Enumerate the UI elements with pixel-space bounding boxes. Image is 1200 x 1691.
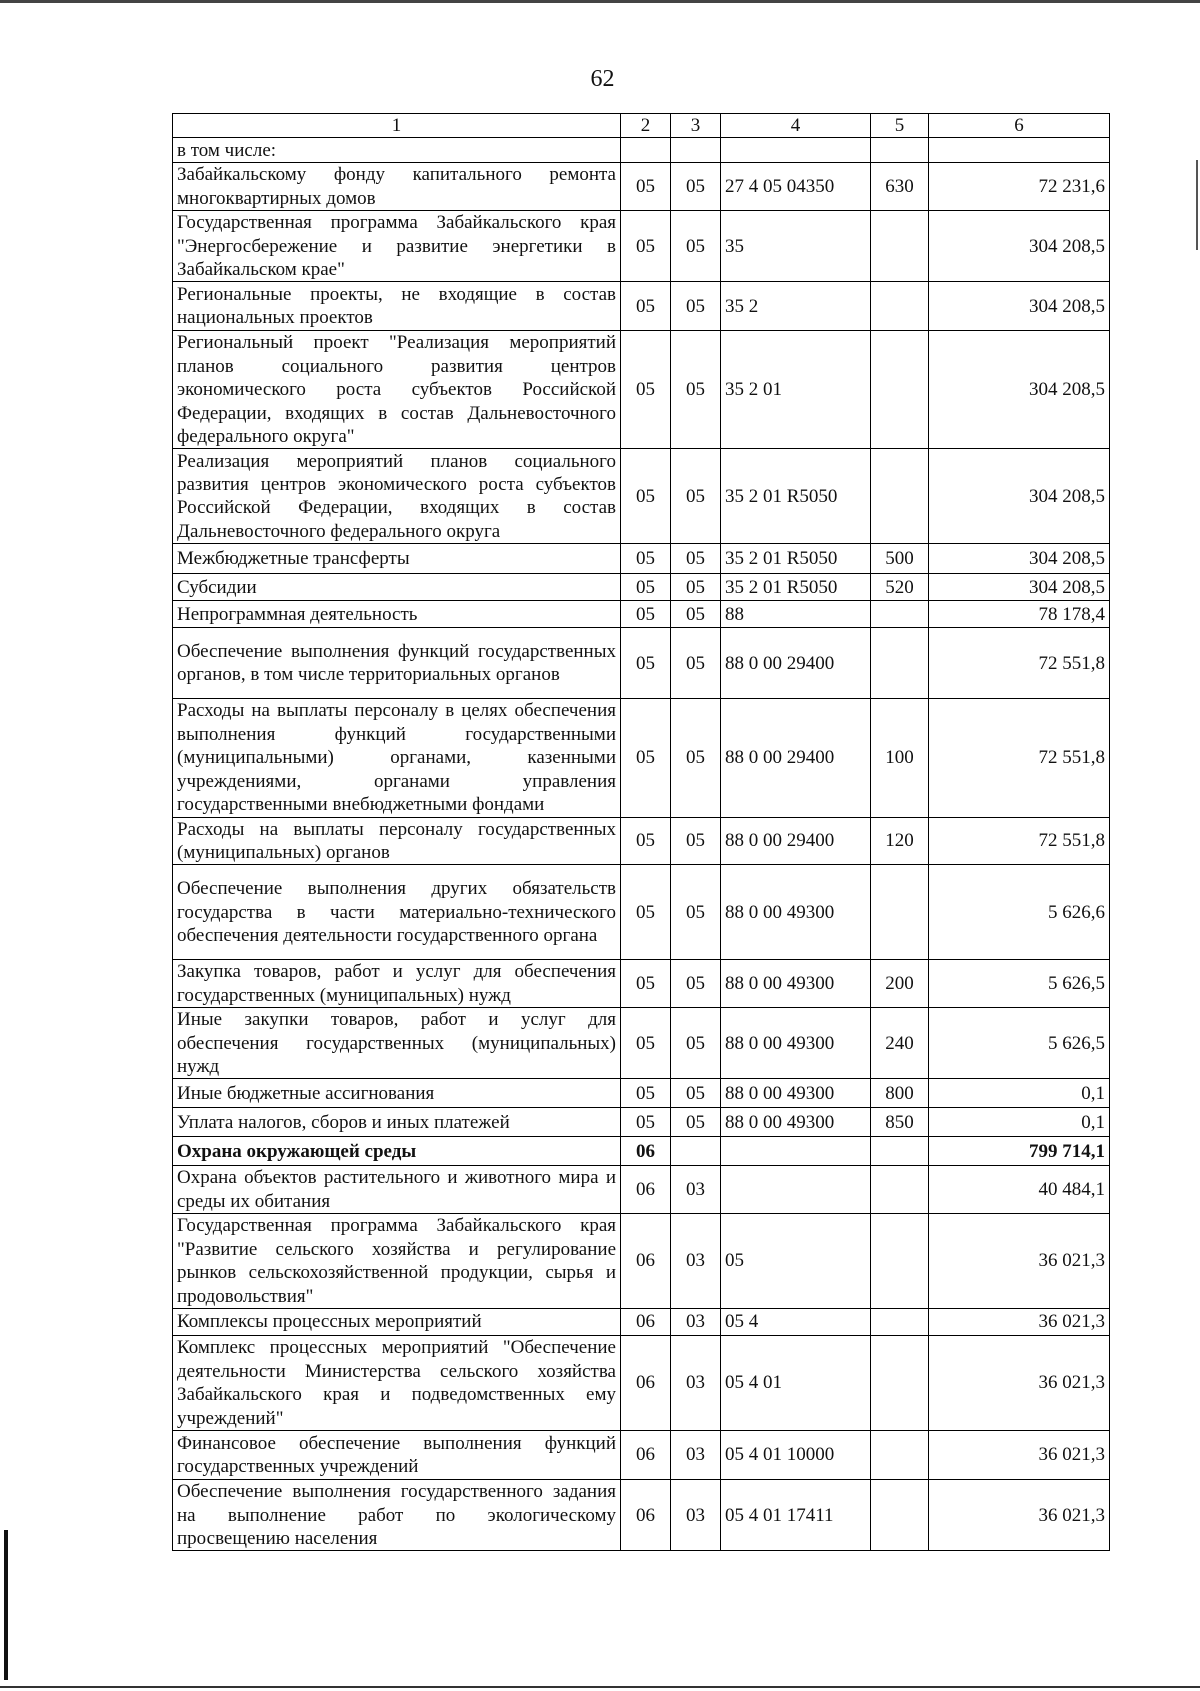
table-row — [173, 1431, 1110, 1480]
row-section-cell: 05 — [621, 699, 671, 817]
row-subsection-cell: 05 — [671, 865, 721, 960]
header-col-4: 4 — [721, 114, 871, 138]
row-subsection-cell: 05 — [671, 960, 721, 1008]
row-amount-cell: 72 231,6 — [929, 163, 1110, 211]
table-row — [173, 211, 1110, 282]
row-expense-type-cell — [871, 1480, 929, 1551]
row-amount-cell: 304 208,5 — [929, 331, 1110, 449]
row-target-code-cell — [721, 138, 871, 163]
row-section-cell — [621, 138, 671, 163]
table-row — [173, 1309, 1110, 1336]
row-name-cell: Обеспечение выполнения государственного задания на выполнение работ по экологическому просвещению населения — [173, 1480, 621, 1551]
row-expense-type-cell: 800 — [871, 1079, 929, 1108]
row-amount-cell: 40 484,1 — [929, 1166, 1110, 1214]
header-col-6: 6 — [929, 114, 1110, 138]
row-amount-cell: 5 626,5 — [929, 960, 1110, 1008]
row-target-code-cell: 05 4 01 — [721, 1336, 871, 1431]
row-amount-cell: 799 714,1 — [929, 1137, 1110, 1166]
table-row — [173, 699, 1110, 817]
row-target-code-cell: 88 0 00 29400 — [721, 628, 871, 699]
row-subsection-cell: 05 — [671, 282, 721, 331]
row-name-cell: Непрограммная деятельность — [173, 601, 621, 628]
row-expense-type-cell: 240 — [871, 1008, 929, 1079]
table-row — [173, 449, 1110, 544]
row-amount-cell: 0,1 — [929, 1108, 1110, 1137]
row-subsection-cell: 05 — [671, 574, 721, 601]
table-row — [173, 601, 1110, 628]
row-target-code-cell: 88 0 00 49300 — [721, 1079, 871, 1108]
row-expense-type-cell — [871, 601, 929, 628]
header-col-1: 1 — [173, 114, 621, 138]
row-subsection-cell: 03 — [671, 1309, 721, 1336]
row-section-cell: 05 — [621, 865, 671, 960]
row-name-cell: Государственная программа Забайкальского края "Развитие сельского хозяйства и регулирование рынков сельскохозяйственной продукции, сырья и продовольствия" — [173, 1214, 621, 1309]
table-row — [173, 544, 1110, 574]
row-amount-cell: 72 551,8 — [929, 817, 1110, 865]
row-subsection-cell: 03 — [671, 1336, 721, 1431]
table-row — [173, 331, 1110, 449]
row-subsection-cell — [671, 1137, 721, 1166]
row-target-code-cell: 05 4 01 10000 — [721, 1431, 871, 1480]
row-amount-cell: 304 208,5 — [929, 544, 1110, 574]
header-col-2: 2 — [621, 114, 671, 138]
table-row — [173, 865, 1110, 960]
row-subsection-cell — [671, 138, 721, 163]
table-row — [173, 1008, 1110, 1079]
row-target-code-cell: 27 4 05 04350 — [721, 163, 871, 211]
row-target-code-cell: 88 0 00 49300 — [721, 865, 871, 960]
row-amount-cell: 72 551,8 — [929, 628, 1110, 699]
row-expense-type-cell — [871, 138, 929, 163]
row-name-cell: Расходы на выплаты персоналу в целях обеспечения выполнения функций государственными (муниципальными) органами, казенными учреждениями, органами управления государственными внебюджетными фондами — [173, 699, 621, 817]
row-target-code-cell: 05 4 01 17411 — [721, 1480, 871, 1551]
row-name-cell: Финансовое обеспечение выполнения функций государственных учреждений — [173, 1431, 621, 1480]
row-subsection-cell: 03 — [671, 1480, 721, 1551]
row-target-code-cell: 88 0 00 29400 — [721, 817, 871, 865]
row-amount-cell: 72 551,8 — [929, 699, 1110, 817]
row-target-code-cell: 35 2 01 R5050 — [721, 574, 871, 601]
row-section-cell: 05 — [621, 1079, 671, 1108]
budget-table — [172, 113, 1110, 1551]
row-amount-cell: 0,1 — [929, 1079, 1110, 1108]
row-name-cell: Забайкальскому фонду капитального ремонта многоквартирных домов — [173, 163, 621, 211]
row-target-code-cell: 05 4 — [721, 1309, 871, 1336]
row-expense-type-cell — [871, 211, 929, 282]
row-section-cell: 05 — [621, 960, 671, 1008]
row-subsection-cell: 05 — [671, 601, 721, 628]
row-section-cell: 05 — [621, 544, 671, 574]
row-name-cell: Государственная программа Забайкальского края "Энергосбережение и развитие энергетики в Забайкальском крае" — [173, 211, 621, 282]
row-expense-type-cell — [871, 282, 929, 331]
row-name-cell: Реализация мероприятий планов социального развития центров экономического роста субъектов Российской Федерации, входящих в состав Дальневосточного федерального округа — [173, 449, 621, 544]
row-amount-cell: 304 208,5 — [929, 211, 1110, 282]
row-target-code-cell: 88 0 00 49300 — [721, 1008, 871, 1079]
table-row — [173, 1108, 1110, 1137]
row-target-code-cell: 88 0 00 29400 — [721, 699, 871, 817]
row-section-cell: 05 — [621, 628, 671, 699]
row-subsection-cell: 05 — [671, 544, 721, 574]
table-row — [173, 817, 1110, 865]
row-expense-type-cell — [871, 1214, 929, 1309]
scan-edge-right — [1196, 160, 1198, 250]
row-amount-cell: 36 021,3 — [929, 1431, 1110, 1480]
row-target-code-cell — [721, 1137, 871, 1166]
row-target-code-cell: 35 2 01 R5050 — [721, 544, 871, 574]
row-name-cell: в том числе: — [173, 138, 621, 163]
row-name-cell: Иные бюджетные ассигнования — [173, 1079, 621, 1108]
row-subsection-cell: 05 — [671, 1108, 721, 1137]
row-name-cell: Региональные проекты, не входящие в состав национальных проектов — [173, 282, 621, 331]
row-name-cell: Региональный проект "Реализация мероприятий планов социального развития центров экономического роста субъектов Российской Федерации, входящих в состав Дальневосточного федерального округа" — [173, 331, 621, 449]
table-row — [173, 163, 1110, 211]
table-row — [173, 1214, 1110, 1309]
row-section-cell: 06 — [621, 1431, 671, 1480]
row-amount-cell — [929, 138, 1110, 163]
row-subsection-cell: 03 — [671, 1214, 721, 1309]
row-expense-type-cell: 630 — [871, 163, 929, 211]
table-row — [173, 1166, 1110, 1214]
row-target-code-cell: 35 — [721, 211, 871, 282]
row-subsection-cell: 05 — [671, 1008, 721, 1079]
row-expense-type-cell — [871, 628, 929, 699]
scan-edge-bottom — [0, 1686, 1200, 1688]
row-amount-cell: 5 626,6 — [929, 865, 1110, 960]
row-expense-type-cell — [871, 1309, 929, 1336]
row-name-cell: Иные закупки товаров, работ и услуг для обеспечения государственных (муниципальных) нужд — [173, 1008, 621, 1079]
row-name-cell: Обеспечение выполнения других обязательств государства в части материально-технического обеспечения деятельности государственного органа — [173, 865, 621, 960]
row-subsection-cell: 05 — [671, 163, 721, 211]
table-row — [173, 574, 1110, 601]
row-amount-cell: 78 178,4 — [929, 601, 1110, 628]
row-expense-type-cell — [871, 1431, 929, 1480]
row-name-cell: Межбюджетные трансферты — [173, 544, 621, 574]
row-section-cell: 06 — [621, 1137, 671, 1166]
row-subsection-cell: 05 — [671, 1079, 721, 1108]
row-name-cell: Закупка товаров, работ и услуг для обеспечения государственных (муниципальных) нужд — [173, 960, 621, 1008]
table-row — [173, 282, 1110, 331]
row-name-cell: Субсидии — [173, 574, 621, 601]
table-row — [173, 1480, 1110, 1551]
row-section-cell: 05 — [621, 163, 671, 211]
row-amount-cell: 36 021,3 — [929, 1336, 1110, 1431]
row-amount-cell: 304 208,5 — [929, 574, 1110, 601]
row-expense-type-cell: 520 — [871, 574, 929, 601]
row-section-cell: 05 — [621, 331, 671, 449]
row-name-cell: Комплексы процессных мероприятий — [173, 1309, 621, 1336]
row-section-cell: 05 — [621, 1008, 671, 1079]
row-expense-type-cell: 100 — [871, 699, 929, 817]
table-row — [173, 1336, 1110, 1431]
row-section-cell: 05 — [621, 817, 671, 865]
row-expense-type-cell: 200 — [871, 960, 929, 1008]
scan-edge-top — [0, 0, 1200, 3]
row-expense-type-cell: 500 — [871, 544, 929, 574]
row-section-cell: 06 — [621, 1166, 671, 1214]
row-section-cell: 05 — [621, 211, 671, 282]
row-subsection-cell: 05 — [671, 628, 721, 699]
row-subsection-cell: 03 — [671, 1431, 721, 1480]
scan-edge-left — [4, 1530, 8, 1680]
row-name-cell: Обеспечение выполнения функций государственных органов, в том числе территориальных органов — [173, 628, 621, 699]
header-col-5: 5 — [871, 114, 929, 138]
row-target-code-cell: 35 2 — [721, 282, 871, 331]
row-section-cell: 06 — [621, 1480, 671, 1551]
budget-table-body — [173, 114, 1110, 1551]
row-subsection-cell: 05 — [671, 449, 721, 544]
row-amount-cell: 304 208,5 — [929, 282, 1110, 331]
row-expense-type-cell — [871, 449, 929, 544]
row-name-cell: Охрана объектов растительного и животного мира и среды их обитания — [173, 1166, 621, 1214]
row-section-cell: 05 — [621, 282, 671, 331]
row-expense-type-cell: 120 — [871, 817, 929, 865]
row-expense-type-cell — [871, 1166, 929, 1214]
table-row — [173, 628, 1110, 699]
row-subsection-cell: 05 — [671, 331, 721, 449]
header-row — [173, 114, 1110, 138]
row-name-cell: Комплекс процессных мероприятий "Обеспечение деятельности Министерства сельского хозяйства Забайкальского края и подведомственных ему учреждений" — [173, 1336, 621, 1431]
row-target-code-cell: 05 — [721, 1214, 871, 1309]
row-name-cell: Охрана окружающей среды — [173, 1137, 621, 1166]
row-target-code-cell: 35 2 01 — [721, 331, 871, 449]
row-name-cell: Уплата налогов, сборов и иных платежей — [173, 1108, 621, 1137]
row-expense-type-cell — [871, 1336, 929, 1431]
table-row — [173, 1079, 1110, 1108]
row-expense-type-cell — [871, 865, 929, 960]
row-target-code-cell — [721, 1166, 871, 1214]
row-subsection-cell: 05 — [671, 817, 721, 865]
row-section-cell: 06 — [621, 1214, 671, 1309]
row-expense-type-cell — [871, 331, 929, 449]
row-subsection-cell: 03 — [671, 1166, 721, 1214]
table-row — [173, 960, 1110, 1008]
row-amount-cell: 304 208,5 — [929, 449, 1110, 544]
header-col-3: 3 — [671, 114, 721, 138]
row-target-code-cell: 35 2 01 R5050 — [721, 449, 871, 544]
row-name-cell: Расходы на выплаты персоналу государственных (муниципальных) органов — [173, 817, 621, 865]
page-number: 62 — [590, 66, 615, 92]
row-section-cell: 05 — [621, 574, 671, 601]
row-target-code-cell: 88 0 00 49300 — [721, 1108, 871, 1137]
row-section-cell: 05 — [621, 449, 671, 544]
row-amount-cell: 36 021,3 — [929, 1214, 1110, 1309]
row-amount-cell: 36 021,3 — [929, 1480, 1110, 1551]
table-row — [173, 138, 1110, 163]
row-target-code-cell: 88 — [721, 601, 871, 628]
row-amount-cell: 5 626,5 — [929, 1008, 1110, 1079]
row-section-cell: 05 — [621, 601, 671, 628]
row-section-cell: 06 — [621, 1336, 671, 1431]
row-section-cell: 05 — [621, 1108, 671, 1137]
row-target-code-cell: 88 0 00 49300 — [721, 960, 871, 1008]
table-row — [173, 1137, 1110, 1166]
row-subsection-cell: 05 — [671, 699, 721, 817]
row-section-cell: 06 — [621, 1309, 671, 1336]
row-expense-type-cell: 850 — [871, 1108, 929, 1137]
row-subsection-cell: 05 — [671, 211, 721, 282]
row-amount-cell: 36 021,3 — [929, 1309, 1110, 1336]
row-expense-type-cell — [871, 1137, 929, 1166]
